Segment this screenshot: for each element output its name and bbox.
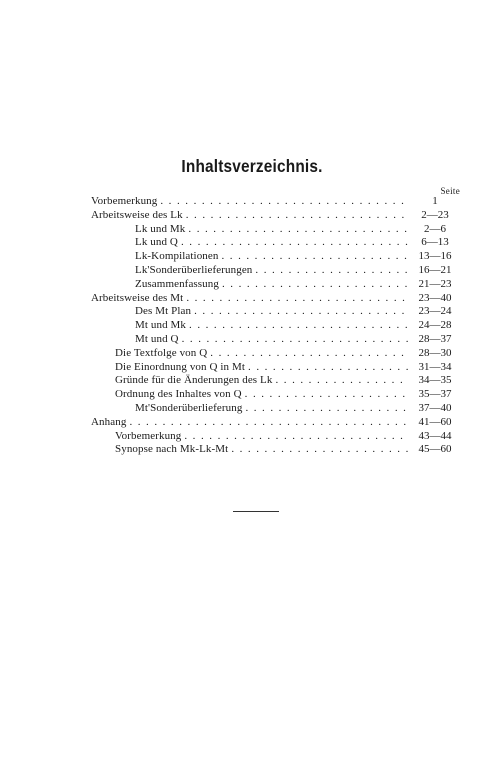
toc-leader-dots — [194, 305, 409, 319]
toc-entry-page: 28—30 — [418, 346, 452, 359]
toc-leader-dots — [210, 347, 409, 361]
toc-entry-page: 35—37 — [418, 388, 452, 401]
toc-leader-dots — [275, 374, 409, 388]
toc-entry-label: Arbeitsweise des Mt — [91, 291, 184, 304]
toc-leader-dots — [182, 333, 409, 347]
toc-entry-label: Lk und Mk — [135, 222, 186, 235]
toc-entry-label: Die Einordnung von Q in Mt — [115, 360, 246, 373]
toc-entry-page: 2—6 — [424, 222, 446, 235]
toc-entry-label: Mt und Mk — [135, 319, 187, 332]
toc-entry-label: Vorbemerkung — [91, 195, 158, 207]
toc-entry — [91, 209, 461, 223]
toc-entry-page: 34—35 — [418, 374, 452, 387]
toc-entry — [91, 402, 461, 416]
toc-entry-label: Ordnung des Inhaltes von Q — [115, 388, 242, 401]
toc-entry — [91, 416, 461, 430]
toc-entry-label: Die Textfolge von Q — [115, 346, 208, 359]
toc-entry-page: 21—23 — [418, 277, 452, 290]
toc-entry-page: 24—28 — [418, 319, 452, 332]
toc-entry-label: Synopse nach Mk-Lk-Mt — [115, 443, 229, 456]
toc-entry-label: Zusammenfassung — [135, 277, 219, 290]
toc-entry-page: 23—40 — [418, 291, 452, 304]
toc-entry — [91, 347, 461, 361]
toc-entry-label: Mt'Sonderüberlieferung — [135, 401, 243, 414]
toc-entry — [91, 430, 461, 444]
end-divider-rule — [233, 511, 279, 512]
toc-entry-page: 23—24 — [418, 305, 452, 318]
toc-leader-dots — [248, 361, 409, 375]
toc-leader-dots — [186, 292, 409, 306]
toc-leader-dots — [231, 443, 409, 457]
toc-leader-dots — [189, 319, 409, 333]
toc-entry-page: 16—21 — [418, 263, 452, 276]
toc-entry — [91, 195, 461, 209]
toc-leader-dots — [222, 278, 409, 292]
toc-leader-dots — [184, 430, 409, 444]
toc-entry-page: 41—60 — [418, 415, 452, 428]
toc-entry — [91, 250, 461, 264]
toc-leader-dots — [181, 236, 409, 250]
toc-leader-dots — [245, 388, 409, 402]
toc-entry-page: 2—23 — [421, 208, 449, 221]
toc-entry — [91, 374, 461, 388]
toc-leader-dots — [129, 416, 409, 430]
toc-entry — [91, 223, 461, 237]
toc-leader-dots — [245, 402, 409, 416]
toc-entry-page: 28—37 — [418, 332, 452, 345]
toc-leader-dots — [255, 264, 409, 278]
toc-entry — [91, 319, 461, 333]
toc-leader-dots — [221, 250, 409, 264]
toc-entry — [91, 361, 461, 375]
toc-entry-label: Lk und Q — [135, 236, 178, 249]
toc-entry — [91, 278, 461, 292]
toc-entry-label: Vorbemerkung — [115, 429, 182, 442]
toc-entry-label: Mt und Q — [135, 332, 179, 345]
toc-entry — [91, 305, 461, 319]
toc-entry-label: Des Mt Plan — [135, 305, 192, 318]
toc-entry-label: Gründe für die Änderungen des Lk — [115, 374, 273, 387]
toc-entry-page: 43—44 — [418, 429, 452, 442]
toc-entry-page: 45—60 — [418, 443, 452, 456]
toc-entry — [91, 443, 461, 457]
toc-entry-page: 31—34 — [418, 360, 452, 373]
toc-entry-page: 37—40 — [418, 401, 452, 414]
page-column-header: Seite — [440, 186, 460, 196]
toc-entry — [91, 292, 461, 306]
toc-leader-dots — [160, 195, 409, 209]
toc-entry — [91, 333, 461, 347]
toc-entry — [91, 264, 461, 278]
toc-entry-page: 6—13 — [421, 236, 449, 249]
toc-leader-dots — [188, 223, 409, 237]
toc-entry — [91, 236, 461, 250]
toc-entry-label: Arbeitsweise des Lk — [91, 208, 183, 221]
toc-entry-label: Lk-Kompilationen — [135, 250, 219, 263]
page-title: Inhaltsverzeichnis. — [181, 156, 323, 176]
toc-leader-dots — [186, 209, 409, 223]
toc-entry — [91, 388, 461, 402]
toc-entry-page: 1 — [432, 195, 438, 207]
table-of-contents — [91, 195, 461, 457]
toc-entry-label: Anhang — [91, 415, 127, 428]
toc-entry-label: Lk'Sonderüberlieferungen — [135, 263, 253, 276]
toc-entry-page: 13—16 — [418, 250, 452, 263]
